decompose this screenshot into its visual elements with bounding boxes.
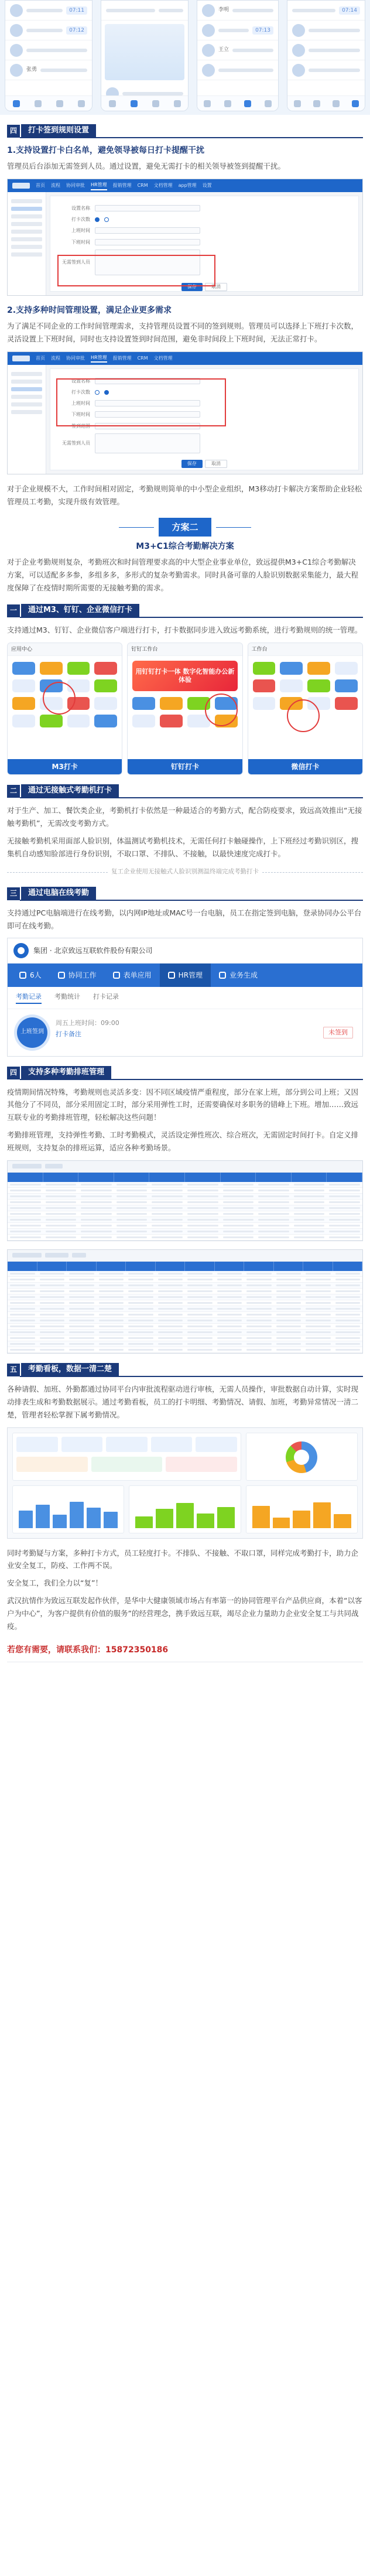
person-name: 张勇 bbox=[26, 67, 37, 73]
mockup-phone-contacts bbox=[197, 0, 279, 111]
highlight-frame bbox=[57, 255, 215, 286]
admin-tab[interactable]: HR管理 bbox=[91, 354, 107, 363]
paragraph-machine-2: 无接触考勤机采用面部人脸识别，体温测试考勤机技术，无需任何打卡触碰操作，上下班经过考勤识别区，搜集机自动感知脸部进行身份识别，不取口罩、不排队、不接触，以最快速度完成打卡。 bbox=[7, 836, 359, 858]
nav-item[interactable]: 6人 bbox=[11, 964, 50, 987]
paragraph-mobile: 支持通过M3、钉钉、企业微信客户端进行打卡，打卡数据同步进入致远考勤系统，进行考勤规则的统一管理。 bbox=[7, 626, 362, 635]
section-header-rules bbox=[7, 124, 363, 138]
app-mockups bbox=[0, 0, 370, 115]
contact-line: 若您有需要，请联系我们：15872350186 bbox=[7, 1645, 169, 1655]
admin-sidebar bbox=[8, 365, 46, 474]
subheading-whitelist: 1.支持设置打卡白名单，避免领导被每日打卡提醒干扰 bbox=[7, 146, 205, 155]
work-time: 周五上班时间：09:00 bbox=[56, 1019, 119, 1027]
machine-caption: 复工企业使用无接触式人脸识别测温终端完成考勤打卡 bbox=[111, 868, 259, 876]
admin-form bbox=[50, 196, 359, 292]
app-icon[interactable] bbox=[67, 662, 90, 675]
pc-nav-bar bbox=[8, 964, 362, 987]
dashboard-bar-card bbox=[129, 1485, 241, 1533]
admin-time-screenshot bbox=[7, 351, 363, 474]
app-icon[interactable] bbox=[12, 715, 35, 727]
save-button[interactable]: 保存 bbox=[181, 460, 203, 468]
section-title: 通过电脑在线考勤 bbox=[20, 887, 96, 900]
bottom-nav bbox=[101, 95, 188, 111]
dashboard-kpi-card bbox=[12, 1433, 241, 1481]
app-icon[interactable] bbox=[160, 697, 183, 710]
admin-tab[interactable]: 首页 bbox=[36, 183, 45, 189]
form-label: 设置名称 bbox=[71, 205, 90, 211]
paragraph-pc: 支持通过PC电脑端进行在线考勤，以内网IP地址或MAC号一台电脑，员工在指定签到电脑，登录协同办公平台即可在线考勤。 bbox=[7, 908, 362, 930]
admin-tab[interactable]: 流程 bbox=[51, 356, 60, 361]
paragraph-partner: 武汉抗情作为致远互联发起作伙伴，是华中大健康领域市场占有率第一的协同管理平台产品供应商，本着“以客户为中心”，为客户提供有价值的服务”的经营理念，携手致远互联，竭尽企业力量助力企业安全复工与共同战疫。 bbox=[7, 1596, 362, 1631]
phone-wecom bbox=[248, 643, 363, 775]
app-icon[interactable] bbox=[335, 697, 358, 710]
cancel-button[interactable]: 取消 bbox=[205, 460, 227, 468]
plan-banner-label: 方案二 bbox=[159, 518, 211, 537]
admin-tab[interactable]: 报销管理 bbox=[112, 183, 132, 189]
section-number: 四 bbox=[7, 1067, 20, 1079]
schedule-table-screenshot-1 bbox=[7, 1160, 363, 1241]
admin-tab[interactable]: 报销管理 bbox=[112, 356, 132, 361]
save-button[interactable]: 保存 bbox=[181, 283, 203, 291]
app-icon[interactable] bbox=[253, 662, 276, 675]
section-title: 打卡签到规则设置 bbox=[20, 124, 96, 137]
section-number: 五 bbox=[7, 1364, 20, 1376]
bottom-nav bbox=[287, 95, 365, 111]
tab-attendance-stats[interactable]: 考勤统计 bbox=[54, 993, 80, 1001]
person-name: 李明 bbox=[218, 7, 229, 13]
highlight-circle bbox=[43, 682, 76, 715]
section-number: 三 bbox=[7, 887, 20, 900]
pc-sub-tabs bbox=[8, 987, 362, 1009]
paragraph-smb: 对于企业规模不大，工作时间相对固定，考勤规则简单的中小型企业组织，M3移动打卡解决方案帮助企业轻松管理员工考勤，实现升级有效管理。 bbox=[7, 484, 362, 506]
time-chip: 07:11 bbox=[66, 6, 87, 15]
paragraph-machine-1: 对于生产、加工、餐饮类企业，考勤机打卡依然是一种最适合的考勤方式，配合防疫要求，致远高效推出“无接触考勤机”，无需改变考勤方式。 bbox=[7, 805, 362, 828]
form-label: 设置名称 bbox=[71, 378, 90, 384]
admin-tab[interactable]: CRM bbox=[137, 183, 148, 189]
app-icon[interactable] bbox=[40, 715, 63, 727]
admin-form bbox=[50, 368, 359, 470]
form-input[interactable] bbox=[95, 205, 200, 211]
paragraph-plan: 对于企业考勤规则复杂，考勤班次和时间管理要求高的中大型企业事业单位，致远提供M3+C1综合考勤解决方案，可以适配多多参，多组多多，多形式的复杂考勤需求。同时具备可靠的人脸识别数据采集能力，最大程度保障了在疫情时期所需要的无接触考勤的需求。 bbox=[7, 558, 359, 593]
dashboard-bar-card bbox=[12, 1485, 124, 1533]
form-label: 下班时间 bbox=[71, 412, 90, 418]
app-icon[interactable] bbox=[280, 662, 303, 675]
time-chip: 07:14 bbox=[339, 6, 360, 15]
app-icon[interactable] bbox=[94, 679, 117, 692]
radio[interactable] bbox=[104, 217, 109, 222]
form-icon bbox=[113, 972, 120, 979]
app-icon[interactable] bbox=[335, 679, 358, 692]
phone-title: 工作台 bbox=[248, 643, 362, 656]
highlight-frame bbox=[56, 378, 226, 426]
wecom-punch-label: 微信打卡 bbox=[248, 759, 362, 774]
dashboard-donut-card bbox=[246, 1433, 358, 1481]
admin-tab[interactable]: 文档管理 bbox=[153, 183, 173, 189]
phone-title: 应用中心 bbox=[8, 643, 122, 656]
form-label: 上班时间 bbox=[71, 401, 90, 406]
paragraph-time-settings: 为了满足不同企业的工作时间管理需求，支持管理员设置不同的签到规则。管理员可以选择上下班打卡次数，灵活设置上下班时间，同时也支持设置签到时间范围，避免非时间段上下班时间，无法正常打卡。 bbox=[7, 322, 359, 343]
paragraph-whitelist: 管理员后台添加无需签到人员。通过设置，避免无需打卡的相关领导被签到提醒干扰。 bbox=[7, 162, 286, 171]
schedule-table-screenshot-2 bbox=[7, 1249, 363, 1354]
app-icon[interactable] bbox=[94, 697, 117, 710]
highlight-circle bbox=[205, 693, 238, 726]
form-input[interactable] bbox=[95, 239, 200, 245]
app-icon[interactable] bbox=[12, 679, 35, 692]
section-header-mobile bbox=[7, 604, 363, 618]
company-logo-icon bbox=[13, 943, 29, 958]
paragraph-dashboard: 各种请假、加班、外勤都通过协同平台内审批流程驱动进行审核，无需人员操作，审批数据自动计算，实时现动排表生成和考勤数据展示。通过考勤看板，员工的打卡明细、考勤情况、请假、加班，考勤异常情况一清二楚，管理者轻松掌握下属考勤情况。 bbox=[7, 1384, 359, 1419]
pc-attendance-screenshot bbox=[7, 938, 363, 1056]
avatar bbox=[10, 64, 23, 77]
form-label: 下班时间 bbox=[71, 239, 90, 245]
app-icon[interactable] bbox=[40, 662, 63, 675]
form-label: 签到范围 bbox=[71, 423, 90, 429]
admin-tab[interactable]: app管理 bbox=[178, 183, 197, 189]
logo bbox=[12, 356, 30, 361]
admin-topbar bbox=[8, 179, 362, 192]
cancel-button[interactable]: 取消 bbox=[205, 283, 227, 291]
app-icon[interactable] bbox=[160, 715, 183, 727]
collab-icon bbox=[58, 972, 65, 979]
time-chip: 07:12 bbox=[66, 26, 87, 35]
app-icon[interactable] bbox=[280, 679, 303, 692]
donut-chart bbox=[286, 1441, 317, 1473]
paragraph-slogan: 安全复工，我们全力以“复”！ bbox=[7, 1579, 102, 1588]
punch-in-button[interactable]: 上班签到 bbox=[17, 1017, 47, 1048]
caption-row bbox=[7, 867, 363, 877]
app-icon[interactable] bbox=[307, 679, 330, 692]
bottom-nav bbox=[5, 95, 92, 111]
app-icon[interactable] bbox=[67, 715, 90, 727]
section-title: 支持多种考勤排班管理 bbox=[20, 1066, 111, 1079]
status-badge: 未签到 bbox=[323, 1027, 353, 1038]
dashboard-bar-card bbox=[246, 1485, 358, 1533]
form-label: 打卡次数 bbox=[71, 217, 90, 223]
form-label: 无需签到人员 bbox=[62, 440, 90, 446]
highlight-circle bbox=[287, 699, 320, 732]
radio[interactable] bbox=[95, 217, 100, 222]
admin-tab[interactable]: 协同审批 bbox=[66, 183, 85, 189]
phone-title: 钉钉工作台 bbox=[128, 643, 242, 656]
subheading-time-settings: 2.支持多种时间管理设置，满足企业更多需求 bbox=[7, 305, 172, 315]
admin-tab[interactable]: HR管理 bbox=[91, 181, 107, 190]
phone-dingtalk bbox=[127, 643, 242, 775]
plan-banner bbox=[7, 518, 363, 537]
person-name: 王立 bbox=[218, 47, 229, 53]
avatar bbox=[10, 44, 23, 57]
paragraph-scheduling-1: 疫情期间情况特殊，考勤规则也灵活多变：因不同区域疫情严重程度，部分在家上班，部分到公司上班；又因其他分了不同员，部分采用固定工时，部分采用弹性工时，还需要确保对多职务的错峰上下班。增加……致远互联专业的考勤排班管理，轻松解决这些问题！ bbox=[7, 1087, 359, 1122]
paragraph-summary: 同时考勤疑与方案，多种打卡方式，员工轻度打卡。不排队、不接触、不取口罩，同样完成考勤打卡，助力企业安全复工，防疫、工作两不误。 bbox=[7, 1548, 359, 1570]
app-icon[interactable] bbox=[132, 697, 155, 710]
attendance-dashboard-screenshot bbox=[7, 1427, 363, 1539]
mockup-phone-map bbox=[101, 0, 189, 111]
nav-item-hr[interactable]: HR管理 bbox=[160, 964, 211, 987]
mobile-apps-row bbox=[7, 643, 363, 775]
app-icon[interactable] bbox=[12, 697, 35, 710]
logo bbox=[12, 183, 30, 189]
dingtalk-punch-label: 钉钉打卡 bbox=[128, 759, 242, 774]
nav-item[interactable]: 协同工作 bbox=[50, 964, 105, 987]
section-title: 通过M3、钉钉、企业微信打卡 bbox=[20, 604, 139, 617]
bottom-nav bbox=[197, 95, 278, 111]
section-header-pc bbox=[7, 887, 363, 901]
form-textarea[interactable] bbox=[95, 433, 200, 453]
form-label: 无需签到人员 bbox=[62, 259, 90, 265]
hr-icon bbox=[168, 972, 175, 979]
section-title: 通过无接触式考勤机打卡 bbox=[20, 784, 119, 797]
nav-item[interactable]: 业务生成 bbox=[211, 964, 266, 987]
company-name: 集团 · 北京致远互联软件股份有限公司 bbox=[33, 946, 153, 955]
admin-tab[interactable]: 首页 bbox=[36, 356, 45, 361]
app-icon[interactable] bbox=[253, 679, 276, 692]
section-number: 一 bbox=[7, 604, 20, 617]
admin-tab[interactable]: 设置 bbox=[202, 183, 212, 189]
section-number: 二 bbox=[7, 785, 20, 798]
app-icon[interactable] bbox=[253, 697, 276, 710]
phone-m3 bbox=[7, 643, 122, 775]
plan-subtitle: M3+C1综合考勤解决方案 bbox=[136, 542, 234, 552]
tab-punch-record[interactable]: 打卡记录 bbox=[93, 993, 119, 1001]
form-label: 打卡次数 bbox=[71, 390, 90, 395]
m3-punch-label: M3打卡 bbox=[8, 759, 122, 774]
admin-tab[interactable]: 协同审批 bbox=[66, 356, 85, 361]
admin-tab[interactable]: CRM bbox=[137, 356, 148, 361]
people-icon bbox=[19, 972, 26, 979]
business-icon bbox=[219, 972, 226, 979]
app-icon[interactable] bbox=[335, 662, 358, 675]
time-chip: 07:13 bbox=[252, 26, 273, 35]
section-title: 考勤看板，数据一清二楚 bbox=[20, 1363, 119, 1376]
app-icon[interactable] bbox=[132, 715, 155, 727]
map-area bbox=[105, 24, 184, 80]
avatar bbox=[10, 4, 23, 17]
app-icon[interactable] bbox=[12, 662, 35, 675]
mockup-phone-list bbox=[5, 0, 92, 111]
section-header-dashboard bbox=[7, 1363, 363, 1377]
nav-item[interactable]: 表单应用 bbox=[105, 964, 160, 987]
promo-banner[interactable]: 用钉钉打卡一体 数字化智能办公新体验 bbox=[132, 661, 237, 691]
app-icon[interactable] bbox=[94, 715, 117, 727]
mockup-phone-records bbox=[287, 0, 365, 111]
admin-topbar bbox=[8, 352, 362, 365]
tab-attendance-record[interactable]: 考勤记录 bbox=[16, 992, 42, 1003]
admin-tab[interactable]: 文档管理 bbox=[153, 356, 173, 361]
section-number: 四 bbox=[7, 125, 20, 138]
section-header-machine bbox=[7, 784, 363, 798]
section-header-scheduling bbox=[7, 1066, 363, 1080]
admin-whitelist-screenshot bbox=[7, 179, 363, 296]
app-icon[interactable] bbox=[94, 662, 117, 675]
admin-tab[interactable]: 流程 bbox=[51, 183, 60, 189]
admin-sidebar bbox=[8, 192, 46, 295]
punch-note-link[interactable]: 打卡备注 bbox=[56, 1030, 81, 1038]
avatar bbox=[10, 24, 23, 37]
form-label: 上班时间 bbox=[71, 228, 90, 234]
paragraph-scheduling-2: 考勤排班管理，支持弹性考勤、工时考勤模式，灵活设定弹性班次、综合班次，无需固定时间打卡。自定义排班规则，支持复杂的排班运算，适应各种考勤场景。 bbox=[7, 1130, 359, 1153]
app-icon[interactable] bbox=[307, 662, 330, 675]
form-input[interactable] bbox=[95, 227, 200, 234]
